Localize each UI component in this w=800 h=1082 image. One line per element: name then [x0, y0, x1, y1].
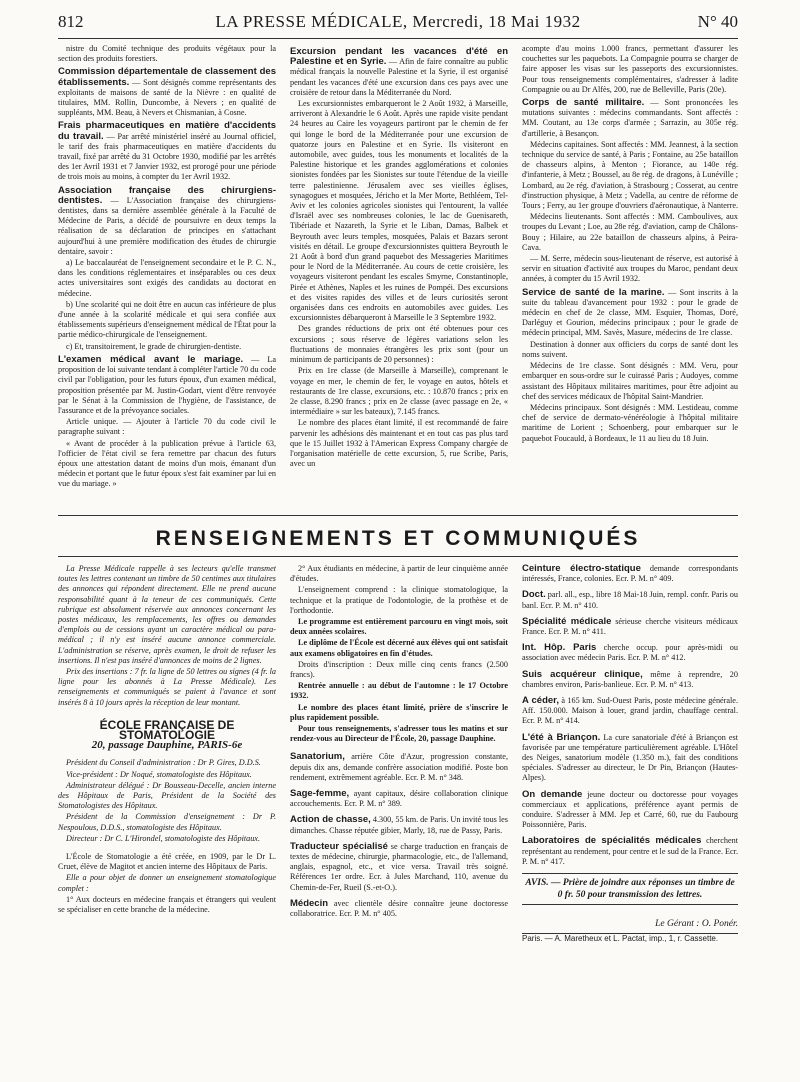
article-heading: Commission départementale de classement des établissements. [58, 66, 276, 88]
article-text: — L'Association française des chirurgiens-dentistes, dans sa dernière assemblée générale à la Faculté de Médecine de Paris, a décidé de poursuivre en deux temps la réalisation de sa déclaration de principes en s'attachant aujourd'hui à une première modification des études de chirurgie dentaire, savoir : [58, 195, 276, 256]
school-address: 20, passage Dauphine, PARIS-6e [91, 739, 243, 752]
article-text: — Sont prononcées les mutations suivantes : médecins commandants. Sont affectés : MM. Coutant, au 13e corps d'armée ; Sarrazin, au 305e rég. d'artillerie, à Besançon. [522, 98, 738, 138]
classified-ad [522, 643, 738, 663]
school-program: Le programme est entièrement parcouru en vingt mois, soit deux années scolaires. [290, 617, 508, 637]
article-paragraph: Prix en 1re classe (de Marseille à Marseille), comprenant le voyage en mer, le chemin de fer, le voyage en autos, hôtels et restaurants de 1re classe, excursions, etc. : 10.870 francs ; prix en 2e classe, 8.290 francs ; prix en 2e classe (avec passage en 2e, « intermédiaire » sur les bateaux), 7.145 francs. [290, 366, 508, 417]
price-text: Prix des insertions : 7 fr. la ligne de 50 lettres ou signes (4 fr. la ligne pour les abonnés à La Presse Médicale). Les renseignements et communiqués se paient à l'avance et sont insérés 8 à 10 jours après la réception de leur montant. [58, 667, 276, 707]
article-paragraph: acompte d'au moins 1.000 francs, permettant d'assurer les couchettes sur les paquebots. La Compagnie pourra se charger de faire apposer les visas sur les passeports des excursionnistes. Pour tous renseignements complémentaires, s'adresser à ladite Compagnie ou au Dr Alfès, 200, rue de Belleville, Paris (20e). [522, 44, 738, 94]
classified-ad-body: cherchent représentant au rendement, pour centre et le sud de la France. Ecr. P. M. n° 417. [522, 836, 738, 866]
school-history: L'École de Stomatologie a été créée, en 1909, par le Dr L. Cruet, élève de Magitot et ancien interne des Hôpitaux de Paris. [58, 852, 276, 872]
classified-ad [290, 842, 508, 893]
classified-ad-title: Ceinture électro-statique [522, 564, 641, 574]
officer-item: Directeur : Dr C. L'Hirondel, stomatologiste des Hôpitaux. [66, 833, 260, 843]
officer-item: Vice-président : Dr Noqué, stomatologiste des Hôpitaux. [66, 769, 252, 779]
classified-ad-title: Spécialité médicale [522, 615, 612, 627]
classified-ad [522, 790, 738, 831]
gerant-signature: Le Gérant : O. Ponér. [522, 919, 738, 934]
article-paragraph: b) Une scolarité qui ne doit être en aucun cas inférieure de plus d'une année à la scolarité médicale et qui sera confiée aux établissements supérieurs d'enseignement médical de l'État pour la partie médico-chirurgicale de l'enseignement. [58, 299, 276, 340]
officer-item: Président du Conseil d'administration : Dr P. Gires, D.D.S. [66, 758, 261, 768]
school-contact: Pour tous renseignements, s'adresser tous les matins et sur rendez-vous au Directeur de l'École, 20, passage Dauphine. [290, 724, 508, 744]
classified-ad-title: L'été à Briançon. [522, 731, 601, 743]
top-column-3 [522, 44, 738, 506]
article-paragraph: Le nombre des places étant limité, il est recommandé de faire parvenir les adhésions dès maintenant et en tout cas pas plus tard que le 15 Juillet 1932 à l'American Express Company chargée de l'organisation matérielle de cette excursion, 5, rue Scribe, Paris, avec un [290, 418, 508, 469]
classified-ad-body: à 165 km. Sud-Ouest Paris, poste médecine générale. Aff. 150.000. Maison à louer, grand jardin, chauffage central. Ecr. P. M. n° 414. [522, 696, 738, 726]
school-object: Elle a pour objet de donner un enseignement stomatologique complet : [58, 873, 276, 893]
page-number: 812 [58, 12, 84, 31]
classified-ad [290, 815, 508, 835]
imprint-line: Paris. — A. Maretheux et L. Pactat, imp., 1, r. Cassette. [522, 934, 719, 944]
classified-ad [290, 752, 508, 783]
classified-ad-body: La cure sanatoriale d'été à Briançon est favorisée par une température particulièrement agréable. L'Hôtel des Neiges, sanatorium modèle (1.350 m.), fait des conditions spéciales. S'adresser au directeur, le Dr Pin, Briançon (Hautes-Alpes). [522, 732, 738, 783]
notice-text: La Presse Médicale rappelle à ses lecteurs qu'elle transmet toutes les lettres contenant un timbre de 50 centimes aux titulaires des annonces qui répondent directement. Elle ne prend aucune responsabilité quant à la teneur de ces communiqués. Cette rubrique est absolument réservée aux annonces concernant les postes médicaux, les remplacements, les offres ou demandes d'emplois ou de cessions ayant un caractère médical ou para-médical ; il n'y est inséré aucune annonce commerciale. L'administration se réserve, après examen, le droit de refuser les insertions. Il n'est pas inséré d'annonces de moins de 2 lignes. [58, 564, 276, 665]
article-paragraph [290, 47, 508, 98]
classified-ad-title: Action de chasse, [290, 814, 371, 826]
article-paragraph: a) Le baccalauréat de l'enseignement secondaire et le P. C. N., dans les conditions réglementaires et inséparables ou ces deux actes universitaires sont exigés des candidats au doctorat en médecine. [58, 258, 276, 298]
bottom-column-1 [58, 564, 276, 1074]
classified-ad-body: ayant capitaux, désire collaboration clinique accouchements. Ecr. P. M. n° 389. [290, 789, 508, 809]
article-text: — Sont désignés comme représentants des exploitants de maisons de santé de la Nièvre : en qualité de titulaires, MM. Rollin, Duncombe, à Nevers ; en qualité de suppléants, MM. Beau, à Nevers et Chismanian, à Cosne. [58, 77, 276, 118]
top-column-2 [290, 44, 508, 506]
classified-ad-body: arrière Côte d'Azur, progression constante, depuis dix ans, demande confrère association modifié. Poste bon rendement, extrêmement agréable. Ecr. P. M. n° 348. [290, 752, 508, 782]
article-paragraph: Des grandes réductions de prix ont été obtenues pour ces excursions ; sous réserve de légères variations selon les fluctuations de monnaies étrangères les prix sont (pour un minimum de participants de 20 personnes) : [290, 324, 508, 365]
avis-box: AVIS. — Prière de joindre aux réponses un timbre de 0 fr. 50 pour transmission des lettres. [522, 873, 738, 905]
article-paragraph: c) Et, transitoirement, le grade de chirurgien-dentiste. [66, 341, 242, 351]
article-heading: Corps de santé militaire. [522, 97, 645, 109]
article-paragraph: Médecins de 1re classe. Sont désignés : MM. Veru, pour embarquer en sous-ordre sur le cuirassé Paris ; Audoyes, comme assistant des Hôpitaux militaires maritimes, pour être adjoint au chef des services médicaux de l'hôpital Saint-Mandrier. [522, 361, 738, 401]
classified-ad-body: sérieuse cherche visiteurs médicaux France. Ecr. P. M. n° 411. [522, 616, 738, 637]
article-paragraph: Destination à donner aux officiers du corps de santé dont les noms suivent. [522, 339, 738, 359]
bottom-column-3 [522, 564, 738, 1074]
header-rule [58, 38, 738, 39]
classified-ad [522, 670, 738, 690]
article-paragraph: nistre du Comité technique des produits végétaux pour la section des produits forestiers. [58, 44, 276, 64]
school-teaching: L'enseignement comprend : la clinique stomatologique, la technique et la pratique de l'odontologie, de la prothèse et de l'orthodontie. [290, 585, 508, 615]
school-point-2: 2° Aux étudiants en médecine, à partir de leur cinquième année d'études. [290, 564, 508, 584]
masthead: LA PRESSE MÉDICALE, Mercredi, 18 Mai 1932 [215, 12, 581, 31]
article-paragraph: Les excursionnistes embarqueront le 2 Août 1932, à Marseille, arriveront à Alexandrie le 6 Août. Après une rapide visite pendant 24 heures au Caire les voyageurs partiront par le chemin de fer qui longe le bord de la Méditerranée pour une excursion de quatorze jours en Palestine et en Syrie. Ils visiteront en automobile, avec guides, tous les monuments et localités de la Palestine historique et les grandes agglomérations et colonies sionistes fondées par les Sionistes sur toute l'étendue de la vieille terre palestinienne. Jérusalem avec ses vieilles églises, synagogues et mosquées, Jéricho et la Mer Morte, Bethléem, Tel-Aviv et les colonies agricoles sionistes qui l'entourent, la vallée d'Israël avec ses nombreuses colonies, le lac de Guenisareth, Tibériade et Nazareth, la Syrie et le Liban, Damas, Balbek et Beyrouth avec leurs temples, mosquées, Palais et Bazars seront visités en détail. Le groupe d'excursionnistes quittera Beyrouth le 21 Août à bord d'un grand paquebot des Messageries Maritimes pour le Nord de la Méditerranée. Au cours de cette croisière, les voyageurs visiteront pendant les escales Smyrne, Constantinople, Pirée et Athènes, Naples et les ruines de Pompéi. Des excursions et des visites rapides des villes et de leurs curiosités seront organisées dans ces endroits en automobiles avec guides. Les excursionnistes débarqueront à Marseille le 3 Septembre 1932. [290, 99, 508, 323]
article-heading: Service de santé de la marine. [522, 286, 665, 298]
article-paragraph: Médecins lieutenants. Sont affectés : MM. Camboulives, aux troupes du Levant ; Loe, au 28e rég. d'aviation, camp de Châlons-Bouy ; Hilaire, au 22e bataillon de chasseurs alpins, à Peira-Cava. [522, 212, 738, 252]
classified-ad [522, 836, 738, 867]
officer-item: Président de la Commission d'enseignement : Dr P. Nespoulous, D.D.S., stomatologiste des Hôpitaux. [58, 812, 276, 832]
classified-ad [290, 789, 508, 809]
classified-ad-title: Suis acquéreur clinique, [522, 668, 643, 680]
classified-ad-body: cherche occup. pour après-midi ou association avec médecin Paris. Ecr. P. M. n° 412. [522, 643, 738, 663]
classified-ad [290, 899, 508, 919]
article-heading: Excursion pendant les vacances d'été en Palestine et en Syrie. [290, 46, 508, 68]
classified-ad-title: Doct. [522, 589, 546, 601]
classified-ad-title: On demande [522, 788, 583, 800]
article-paragraph [58, 67, 276, 118]
classified-ad [522, 733, 738, 784]
classified-ad-title: Traducteur spécialisé [290, 840, 388, 852]
article-text: — Sont inscrits à la suite du tableau d'avancement pour 1932 : pour le grade de médecin en chef de 2e classe, MM. Esquier, Thomas, Doré, Darléguy et Gourion, médecins principaux ; pour le grade de médecin principal, MM. Savès, Masure, médecins de 1re classe. [522, 287, 738, 338]
classified-ad-body: avec clientèle désire connaître jeune doctoresse collaboratrice. Ecr. P. M. n° 405. [290, 898, 508, 919]
article-paragraph: Médecins capitaines. Sont affectés : MM. Jeannest, à la section technique du service de santé, à Paris ; Fontaine, au 25e bataillon de chasseurs alpins, à Menton ; Fiorance, au 140e rég. d'infanterie, à Metz ; Boussel, au 8e rég. de dragons, à Lunéville ; Lombard, au 2e rég. d'aviation, à Strasbourg ; Cosserat, au centre d'instruction physique, à Metz ; Vadella, au centre de réforme de Tours ; Ferry, au 1er groupe d'ouvriers d'aéronautique, à Nanterre. [522, 139, 738, 211]
classified-list [522, 564, 738, 867]
officer-item: Administrateur délégué : Dr Bousseau-Decelle, ancien interne des Hôpitaux de Paris, Président de la Société des Stomatologistes des Hôpitaux. [58, 780, 276, 811]
classified-ad-title: Médecin [290, 897, 329, 909]
bottom-column-2 [290, 564, 508, 1074]
issue-number: N° 40 [697, 12, 738, 31]
section-rule-top [58, 515, 738, 516]
article-paragraph [58, 186, 276, 257]
school-point-1: 1° Aux docteurs en médecine français et étrangers qui veulent se spécialiser en cette branche de la médecine. [58, 894, 276, 915]
classified-list [290, 752, 508, 919]
classified-ad [522, 590, 738, 610]
article-heading: Frais pharmaceutiques en matière d'accidents du travail. [58, 120, 276, 142]
classified-ad-title: A céder, [522, 695, 559, 707]
school-places: Le nombre des places étant limité, prière de s'inscrire le plus rapidement possible. [290, 702, 508, 722]
article-text: — Afin de faire connaître au public médical français la nouvelle Palestine et la Syrie, il est organisé pendant les vacances d'été une excursion dans ces pays avec une croisière de retour dans la Méditerranée du Nord. [290, 57, 508, 97]
article-text: — La proposition de loi suivante tendant à compléter l'article 70 du code civil par l'obligation, pour les futurs époux, d'un examen médical, proposition présentée par M. Justin-Godart, vient d'être renvoyée par le Sénat à la Commission de l'hygiène, de l'assistance, de l'assurance et de la prévoyance sociales. [58, 354, 276, 415]
classified-ad-title: Laboratoires de spécialités médicales [522, 835, 702, 847]
article-paragraph: Article unique. — Ajouter à l'article 70 du code civil le paragraphe suivant : [58, 417, 276, 437]
article-paragraph [522, 98, 738, 139]
classified-ad-body: se charge traduction en français de textes de médecine, chirurgie, pharmacologie, etc., de l'allemand, anglais, espagnol, etc., et vice versa. Travail très soigné. Références 1er ordre. Ecr. à Jules Marchand, 110, avenue du Chemin-de-Fer, Rueil (S.-et-O.). [290, 841, 508, 892]
classified-ad [522, 564, 738, 584]
classified-ad-body: même à reprendre, 20 chambres environ, Paris-banlieue. Ecr. P. M. n° 413. [522, 669, 738, 689]
article-paragraph: « Avant de procéder à la publication prévue à l'article 63, l'officier de l'état civil se fera remettre par chacun des futurs époux une attestation datant de moins d'un mois, émanant d'un médecin et portant que le futur époux s'est fait examiner par lui en vue du mariage. » [58, 438, 276, 489]
section-rule-bottom [58, 556, 738, 557]
page-header [58, 8, 738, 38]
classified-ad [522, 696, 738, 727]
article-paragraph [522, 288, 738, 339]
classified-ad-title: Sanatorium, [290, 751, 345, 763]
classified-ad-body: parl. all., esp., libre 18 Mai-18 Juin, rempl. confr. Paris ou banl. Ecr. P. M. n° 410. [522, 590, 738, 610]
school-title: ÉCOLE FRANÇAISE DE STOMATOLOGIE [99, 717, 235, 743]
article-paragraph: — M. Serre, médecin sous-lieutenant de réserve, est autorisé à servir en situation d'activité aux troupes du Maroc, pendant deux années, à compter du 15 Avril 1932. [522, 254, 738, 284]
article-heading: Association française des chirurgiens-dentistes. [58, 184, 276, 206]
school-fees: Droits d'inscription : Deux mille cinq cents francs (2.500 francs). [290, 659, 508, 680]
article-heading: L'examen médical avant le mariage. [58, 353, 244, 365]
article-text: — Par arrêté ministériel inséré au Journal officiel, le tarif des frais pharmaceutiques en matière d'accidents du travail, fixé par arrêté du 31 Octobre 1930, modifié par les arrêtés des 1er Avril 1931 et 7 Janvier 1932, est prorogé pour une période de trois mois au moins, à compter du 1er Avril 1932. [58, 131, 276, 182]
section-title: RENSEIGNEMENTS ET COMMUNIQUÉS [155, 527, 641, 550]
classified-ad-body: 4.300, 55 km. de Paris. Un invité tous les dimanches. Chasse réputée gibier, Marly, 18, rue de Passy, Paris. [290, 815, 508, 835]
article-paragraph: Médecins principaux. Sont désignés : MM. Lestideau, comme chef de service de dermato-vénéréologie à l'hôpital militaire maritime de Lorient ; Schoenberg, pour embarquer sur le paquebot Foucauld, à Bordeaux, le 11 au lieu du 18 Juin. [522, 402, 738, 443]
classified-ad-title: Sage-femme, [290, 788, 350, 800]
top-column-1 [58, 44, 276, 506]
classified-ad-title: Int. Hôp. Paris [522, 642, 597, 654]
school-rentree: Rentrée annuelle : au début de l'automne : le 17 Octobre 1932. [290, 681, 508, 701]
classified-ad-body: demande correspondants intéressés, France, colonies. Ecr. P. M. n° 409. [522, 564, 738, 584]
article-paragraph [58, 121, 276, 182]
classified-ad-body: jeune docteur ou doctoresse pour voyages commerciaux et applications, préférence ayant permis de conduire. S'adresser à MM. Jep et Carré, 60, rue du Faubourg Poissonnière, Paris. [522, 789, 738, 830]
article-paragraph [58, 355, 276, 416]
classified-ad [522, 617, 738, 637]
school-diploma: Le diplôme de l'École est décerné aux élèves qui ont satisfait aux examens obligatoires en fin d'études. [290, 638, 508, 658]
